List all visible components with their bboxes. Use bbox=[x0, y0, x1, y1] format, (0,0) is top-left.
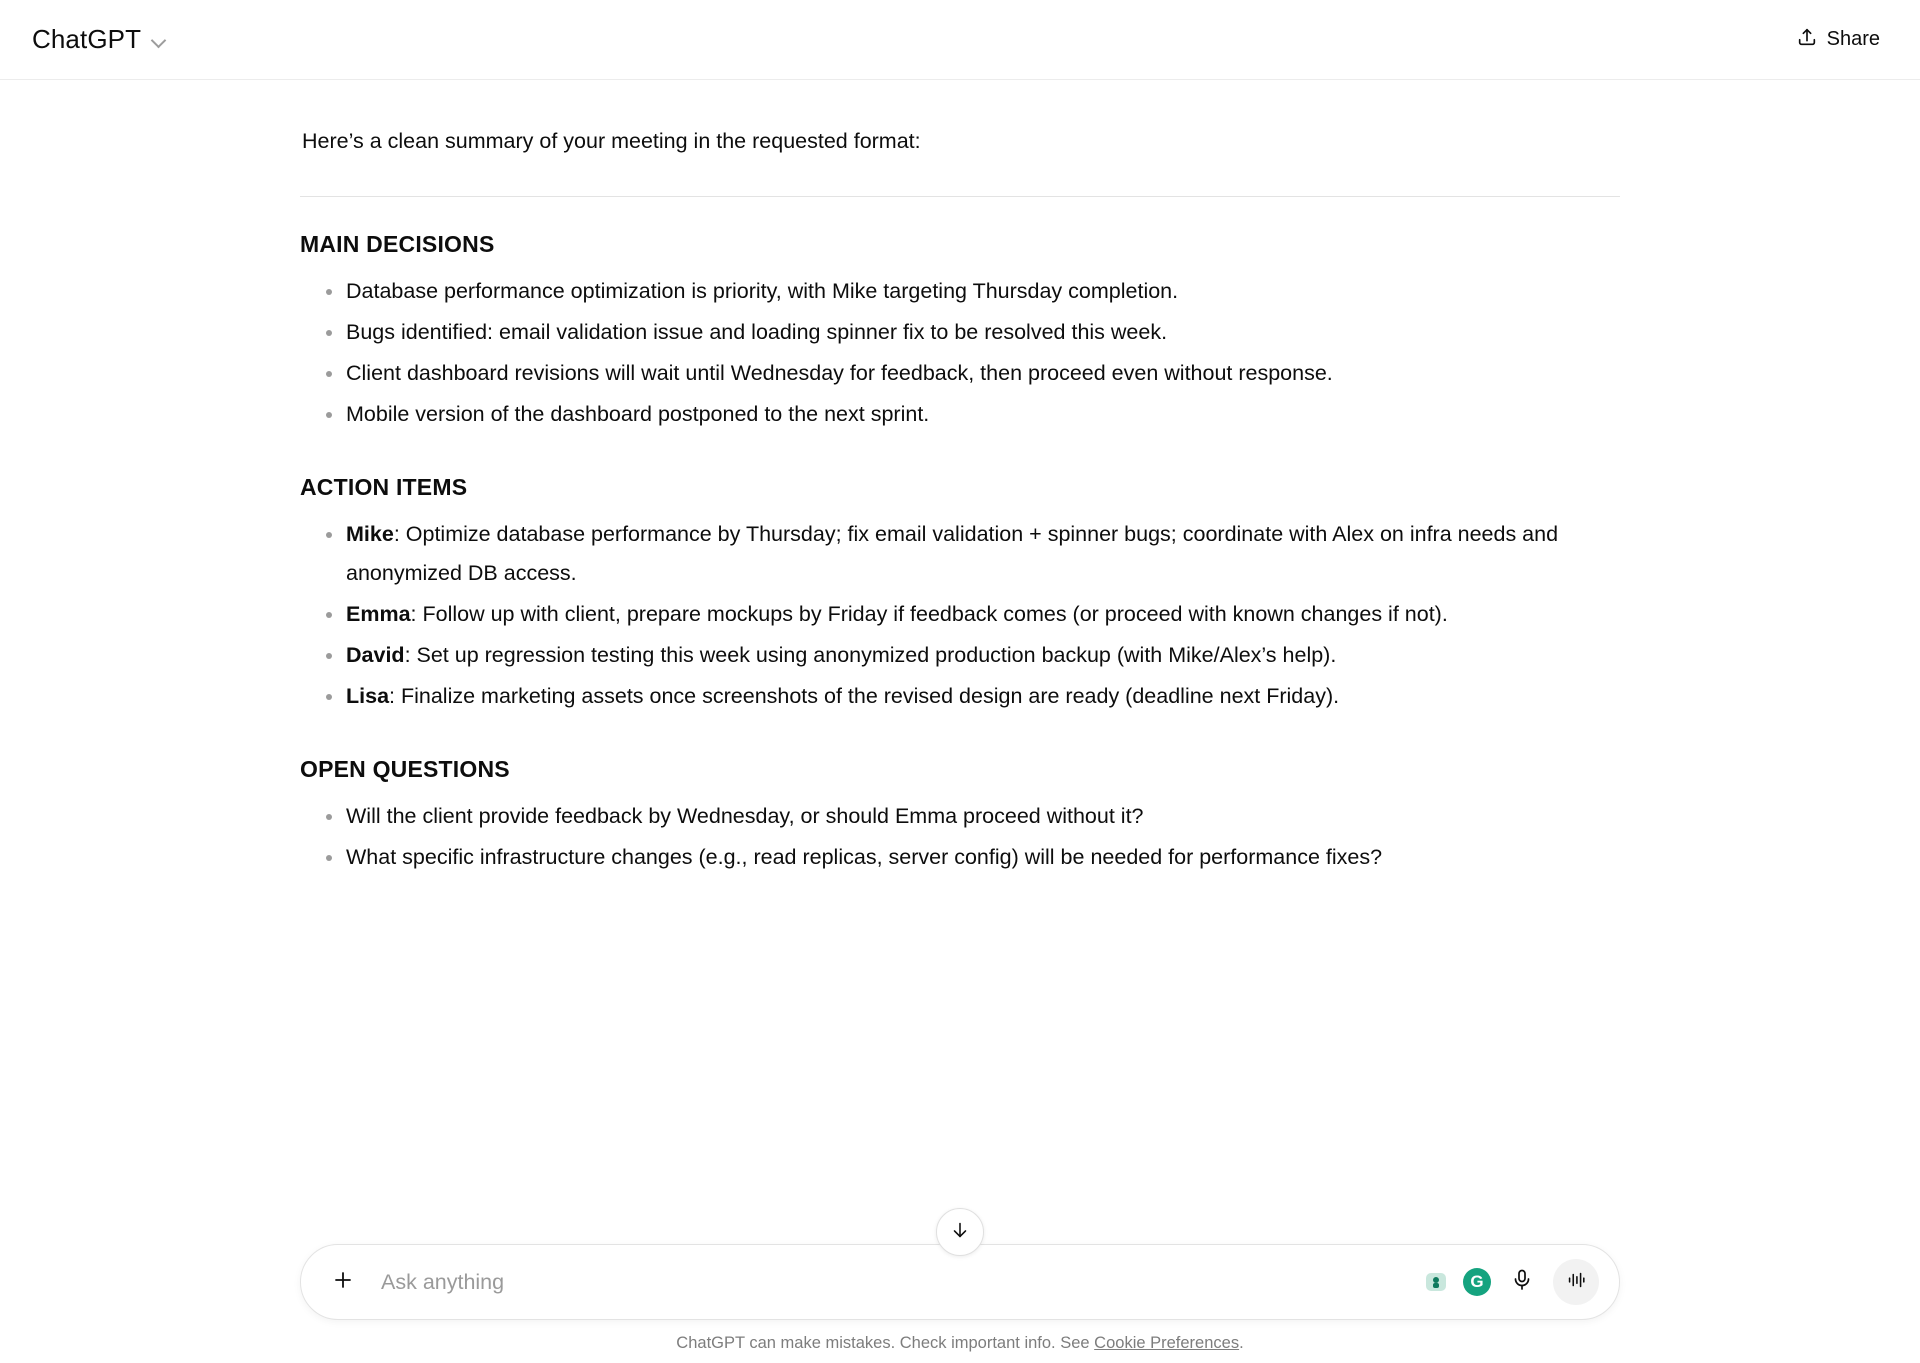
grammarly-letter: G bbox=[1470, 1272, 1484, 1291]
list-item-text: Will the client provide feedback by Wednesday, or should Emma proceed without it? bbox=[346, 804, 1144, 828]
voice-mode-button[interactable] bbox=[1553, 1259, 1599, 1305]
section-heading-action-items: ACTION ITEMS bbox=[300, 474, 468, 500]
scroll-to-bottom-button[interactable] bbox=[936, 1208, 984, 1256]
list-item bbox=[330, 677, 1620, 716]
list-item-text: Bugs identified: email validation issue and loading spinner fix to be resolved this week. bbox=[346, 320, 1168, 344]
list-open-questions bbox=[300, 797, 1620, 877]
model-switcher-button[interactable] bbox=[28, 18, 177, 61]
list-item-text: : Optimize database performance by Thursday; fix email validation + spinner bugs; coordinate with Alex on infra needs and anonymized DB access. bbox=[346, 522, 1559, 585]
cookie-preferences-link[interactable]: Cookie Preferences bbox=[1094, 1334, 1240, 1352]
section-heading-open-questions: OPEN QUESTIONS bbox=[300, 756, 510, 782]
arrow-down-icon bbox=[949, 1219, 971, 1246]
list-item bbox=[330, 313, 1620, 352]
list-main-decisions bbox=[300, 272, 1620, 434]
share-upload-icon bbox=[1796, 26, 1818, 54]
dictate-button[interactable] bbox=[1505, 1265, 1539, 1299]
list-item bbox=[330, 515, 1620, 593]
voice-waveform-icon bbox=[1565, 1269, 1587, 1296]
footer-disclaimer bbox=[0, 1320, 1920, 1363]
chevron-down-icon bbox=[151, 32, 167, 48]
assistant-message bbox=[300, 80, 1620, 919]
list-item bbox=[330, 272, 1620, 311]
composer-icon-group bbox=[1423, 1259, 1599, 1305]
list-item bbox=[330, 838, 1620, 877]
list-item bbox=[330, 595, 1620, 634]
list-item-text: : Set up regression testing this week using anonymized production backup (with Mike/Alex’s help). bbox=[404, 643, 1337, 667]
grammarly-icon[interactable] bbox=[1463, 1268, 1491, 1296]
list-item-text: Mobile version of the dashboard postponed to the next sprint. bbox=[346, 402, 930, 426]
share-button[interactable] bbox=[1784, 18, 1892, 62]
share-label: Share bbox=[1826, 28, 1880, 50]
disclaimer-suffix: . bbox=[1239, 1334, 1244, 1352]
brand-label: ChatGPT bbox=[32, 24, 142, 54]
divider bbox=[300, 196, 1620, 197]
conversation-scroll-area[interactable] bbox=[0, 80, 1920, 1363]
list-item-lead: Mike bbox=[346, 522, 394, 546]
list-item-lead: Emma bbox=[346, 602, 411, 626]
top-bar bbox=[0, 0, 1920, 80]
list-item-text: Database performance optimization is priority, with Mike targeting Thursday completion. bbox=[346, 279, 1179, 303]
list-item-text: Client dashboard revisions will wait until Wednesday for feedback, then proceed even without response. bbox=[346, 361, 1333, 385]
browser-extension-icon[interactable] bbox=[1423, 1269, 1449, 1295]
disclaimer-prefix: ChatGPT can make mistakes. Check important info. See bbox=[676, 1334, 1095, 1352]
list-item-lead: David bbox=[346, 643, 405, 667]
prompt-input[interactable] bbox=[377, 1269, 1409, 1296]
list-item bbox=[330, 636, 1620, 675]
plus-icon bbox=[331, 1268, 355, 1297]
section-heading-main-decisions: MAIN DECISIONS bbox=[300, 231, 495, 257]
message-intro: Here’s a clean summary of your meeting in the requested format: bbox=[302, 129, 921, 153]
list-item-text: What specific infrastructure changes (e.g., read replicas, server config) will be needed for performance fixes? bbox=[346, 845, 1383, 869]
list-item bbox=[330, 395, 1620, 434]
list-item-text: : Finalize marketing assets once screenshots of the revised design are ready (deadline next Friday). bbox=[389, 684, 1340, 708]
add-attachment-button[interactable] bbox=[323, 1262, 363, 1302]
list-action-items bbox=[300, 515, 1620, 716]
list-item-text: : Follow up with client, prepare mockups by Friday if feedback comes (or proceed with known changes if not). bbox=[410, 602, 1448, 626]
microphone-icon bbox=[1510, 1268, 1534, 1297]
list-item-lead: Lisa bbox=[346, 684, 390, 708]
list-item bbox=[330, 797, 1620, 836]
list-item bbox=[330, 354, 1620, 393]
